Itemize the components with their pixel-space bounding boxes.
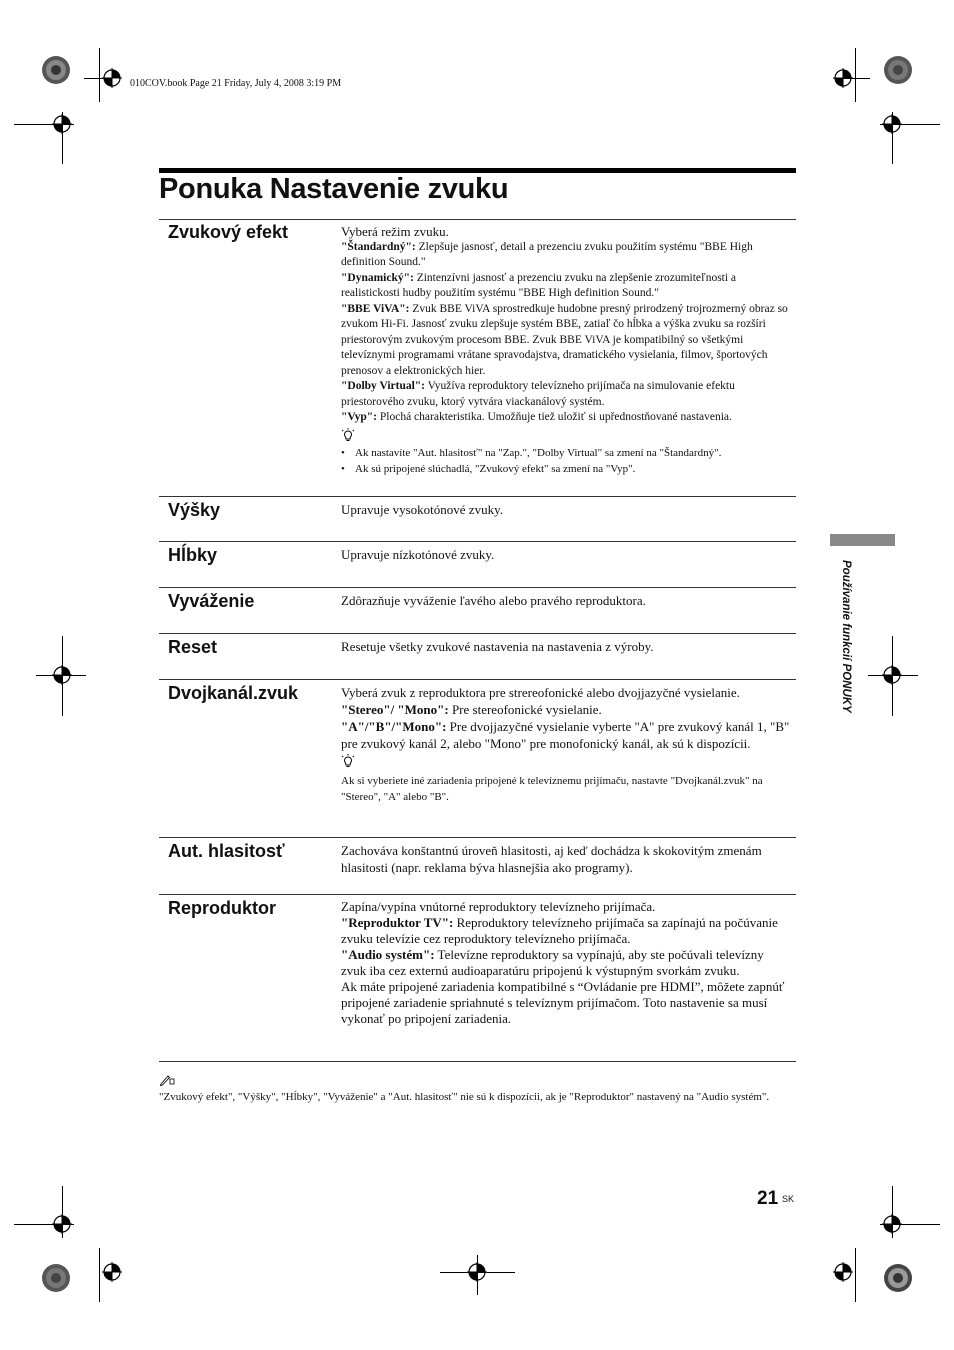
- option-text: Reproduktory televízneho prijímača sa zapínajú na počúvanie zvuku televízie cez reproduktory televízneho prijímača.: [341, 915, 778, 946]
- row-desc-dvojkanal-zvuk: [341, 684, 791, 805]
- option-text: Zintenzívni jasnosť a prezenciu zvuku na zlepšenie zrozumiteľnosti a realistickosti hudby použitím systému "BBE High definition Sound.": [341, 271, 737, 299]
- page-number: 21: [757, 1188, 779, 1209]
- row-divider: [159, 679, 796, 680]
- row-title-dvojkanal-zvuk: Dvojkanál.zvuk: [168, 683, 299, 703]
- list-item: • Ak nastavíte "Aut. hlasitosť" na "Zap.", "Dolby Virtual" sa zmení na "Štandardný".: [341, 446, 791, 462]
- option-label: "Dynamický":: [341, 271, 414, 284]
- row-title-aut-hlasitost: Aut. hlasitosť: [168, 841, 285, 861]
- row-divider: [159, 837, 796, 838]
- page-title: Ponuka Nastavenie zvuku: [159, 173, 509, 205]
- option-text: Plochá charakteristika. Umožňuje tiež uložiť si upřednostňované nastavenia.: [377, 411, 732, 423]
- row-divider: [159, 894, 796, 895]
- row-intro: Vyberá režim zvuku.: [341, 224, 449, 239]
- row-title-reset: Reset: [168, 637, 218, 657]
- option-text: Pre stereofonické vysielanie.: [448, 702, 602, 717]
- row-divider: [159, 587, 796, 588]
- row-desc-vyvazenie: Zdôrazňuje vyváženie ľavého alebo pravého reproduktora.: [341, 593, 646, 608]
- row-divider: [159, 219, 796, 220]
- row-title-vyvazenie: Vyváženie: [168, 591, 255, 611]
- row-title-reproduktor: Reproduktor: [168, 898, 276, 918]
- registration-target-icon: [102, 68, 122, 88]
- row-divider: [159, 633, 796, 634]
- registration-target-icon: [52, 1214, 72, 1234]
- option-label: "Štandardný":: [341, 240, 416, 253]
- row-title-zvukovy-efekt: Zvukový efekt: [168, 222, 289, 242]
- color-wheel-icon: [41, 1263, 71, 1293]
- registration-target-icon: [467, 1262, 487, 1282]
- registration-target-icon: [833, 68, 853, 88]
- row-divider: [159, 496, 796, 497]
- section-label: [838, 560, 852, 760]
- option-label: "BBE ViVA":: [341, 302, 410, 315]
- section-label-text: Používanie funkcií PONUKY: [840, 560, 852, 713]
- page-language: SK: [782, 1194, 795, 1204]
- option-text: Pre dvojjazyčné vysielanie vyberte "A" pre zvukový kanál 1, "B" pre zvukový kanál 2, alebo "Mono" pre monofonický kanál, ak sú k dispozícii.: [341, 719, 790, 751]
- tip-text: Ak si vyberiete iné zariadenia pripojené k televíznemu prijímaču, nastavte "Dvojkanál.zvuk" na "Stereo", "A" alebo "B".: [341, 775, 763, 803]
- row-intro: Zapína/vypína vnútorné reproduktory televízneho prijímača.: [341, 899, 656, 914]
- row-desc-reproduktor: [341, 899, 791, 1027]
- option-label: "Vyp":: [341, 411, 377, 423]
- tip-lightbulb-icon: [341, 754, 355, 769]
- footnote-text: "Zvukový efekt", "Výšky", "Hĺbky", "Vyváženie" a "Aut. hlasitosť" nie sú k dispozícii, ak je "Reproduktor" nastavený na "Audio systém".: [159, 1091, 770, 1103]
- bullet-text: Ak nastavíte "Aut. hlasitosť" na "Zap.", "Dolby Virtual" sa zmení na "Štandardný".: [355, 447, 722, 459]
- registration-target-icon: [882, 665, 902, 685]
- row-intro: Vyberá zvuk z reproduktora pre strereofonické alebo dvojjazyčné vysielanie.: [341, 685, 740, 700]
- registration-target-icon: [52, 114, 72, 134]
- row-desc-reset: Resetuje všetky zvukové nastavenia na nastavenia z výroby.: [341, 639, 654, 654]
- row-desc-vysky: Upravuje vysokotónové zvuky.: [341, 502, 503, 517]
- tip-lightbulb-icon: [341, 428, 355, 443]
- option-text: Zvuk BBE ViVA sprostredkuje hudobne presný prirodzený trojrozmerný obraz so zvukom Hi-Fi. Jasnosť zvuku zlepšuje systém BBE, zatiaľ čo hĺbka a výška zvuku sa rozšíri priestorovým zvukovým procesom BBE. Zvuk BBE ViVA je kompatibilný so všetkými televíznymi programami vrátane spravodajstva, dramatického vysielania, filmov, športových prenosov a elektronických hier.: [341, 302, 788, 377]
- row-divider: [159, 1061, 796, 1062]
- option-label: "Dolby Virtual":: [341, 380, 426, 392]
- registration-target-icon: [882, 114, 902, 134]
- color-wheel-icon: [883, 55, 913, 85]
- option-label: "Reproduktor TV":: [341, 915, 454, 930]
- list-item: • Ak sú pripojené slúchadlá, "Zvukový efekt" sa zmení na "Vyp".: [341, 462, 791, 478]
- option-text: Televízne reproduktory sa vypínajú, aby ste počúvali televízny zvuk iba cez externú audioaparatúru pripojenú k výstupným svorkám zvuku.: [341, 947, 764, 978]
- registration-target-icon: [52, 665, 72, 685]
- row-title-hlbky: Hĺbky: [168, 545, 218, 565]
- note-pencil-icon: [159, 1074, 175, 1086]
- option-text: Využíva reproduktory televízneho prijímača na simulovanie efektu priestorového zvuku, ktorý vytvára viackanálový systém.: [341, 380, 735, 408]
- option-label: "Audio systém":: [341, 947, 435, 962]
- option-text: Zlepšuje jasnosť, detail a prezenciu zvuku použitím systému "BBE High definition Sound.": [341, 240, 753, 268]
- footnote: [159, 1074, 796, 1104]
- print-header-info: 010COV.book Page 21 Friday, July 4, 2008 3:19 PM: [130, 78, 342, 89]
- row-desc-aut-hlasitost: Zachováva konštantnú úroveň hlasitosti, aj keď dochádza k skokovitým zmenám hlasitosti (napr. reklama býva hlasnejšia ako programy).: [341, 843, 762, 875]
- row-title-vysky: Výšky: [168, 500, 221, 520]
- registration-target-icon: [882, 1214, 902, 1234]
- option-label: "A"/"B"/"Mono":: [341, 719, 447, 734]
- row-divider: [159, 541, 796, 542]
- row-desc-hlbky: Upravuje nízkotónové zvuky.: [341, 547, 495, 562]
- row-desc-zvukovy-efekt: [341, 224, 791, 477]
- color-wheel-icon: [41, 55, 71, 85]
- bullet-text: Ak sú pripojené slúchadlá, "Zvukový efekt" sa zmení na "Vyp".: [355, 462, 636, 475]
- section-tab: [830, 534, 895, 546]
- registration-target-icon: [102, 1262, 122, 1282]
- option-label: "Stereo"/ "Mono":: [341, 702, 449, 717]
- row-outro: Ak máte pripojené zariadenia kompatibilné s “Ovládanie pre HDMI”, môžete zapnúť pripojené zariadenie spriahnuté s televíznym prijímačom. Toto nastavenie sa musí vykonať po pripojení zariadenia.: [341, 979, 785, 1026]
- color-wheel-icon: [883, 1263, 913, 1293]
- registration-target-icon: [833, 1262, 853, 1282]
